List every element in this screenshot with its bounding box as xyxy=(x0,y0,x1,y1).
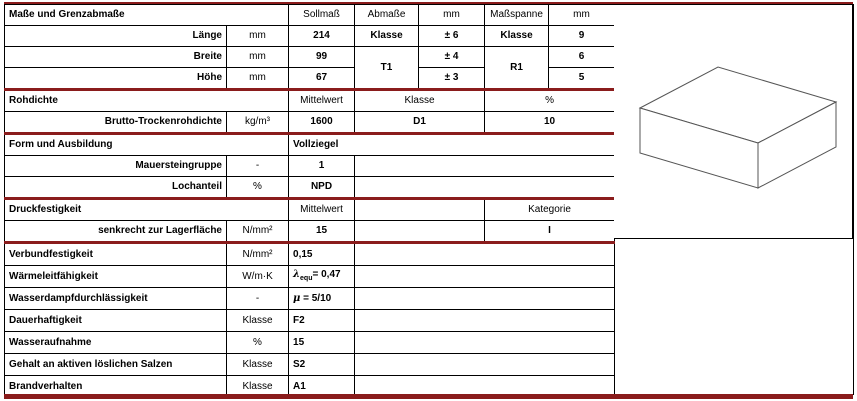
abm-laenge: ± 6 xyxy=(419,26,485,47)
form-title: Form und Ausbildung xyxy=(5,134,289,156)
row-laenge xyxy=(5,26,615,47)
mauersteingruppe-row xyxy=(5,156,615,177)
label-laenge: Länge xyxy=(5,26,227,47)
col-sollmass: Sollmaß xyxy=(289,5,355,26)
prop-unit: - xyxy=(227,288,289,310)
unit-breite: mm xyxy=(227,47,289,68)
druck-label: senkrecht zur Lagerfläche xyxy=(5,221,227,243)
label-breite: Breite xyxy=(5,47,227,68)
unit-hoehe: mm xyxy=(227,68,289,90)
rohdichte-row xyxy=(5,112,615,134)
abm-klasse-label: Klasse xyxy=(355,26,419,47)
empty-cell xyxy=(355,288,615,310)
brick-image-panel xyxy=(614,4,853,239)
rohdichte-col-mittelwert: Mittelwert xyxy=(289,90,355,112)
empty-cell xyxy=(355,177,615,199)
lambda-subscript: equ xyxy=(300,274,313,282)
brick-icon xyxy=(614,5,853,240)
druck-row xyxy=(5,221,615,243)
prop-value: A1 xyxy=(289,376,355,398)
prop-row-dauer xyxy=(5,310,615,332)
rohdichte-percent: 10 xyxy=(485,112,615,134)
prop-label: Wasserdampfdurchlässigkeit xyxy=(5,288,227,310)
prop-value-lambda xyxy=(289,266,355,288)
empty-cell xyxy=(355,243,615,266)
rohdichte-klasse: D1 xyxy=(355,112,485,134)
ms-hoehe: 5 xyxy=(549,68,615,90)
bottom-accent-bar xyxy=(4,394,853,399)
row-breite xyxy=(5,47,615,68)
abm-hoehe: ± 3 xyxy=(419,68,485,90)
unit-laenge: mm xyxy=(227,26,289,47)
ms-laenge: 9 xyxy=(549,26,615,47)
prop-value: 15 xyxy=(289,332,355,354)
mu-value: = 5/10 xyxy=(300,292,332,304)
lambda-symbol: λ xyxy=(293,268,301,280)
form-header-row xyxy=(5,134,615,156)
col-abmasse: Abmaße xyxy=(355,5,419,26)
col-unit-mm2: mm xyxy=(549,5,615,26)
lochanteil-unit: % xyxy=(227,177,289,199)
rohdichte-header-row xyxy=(5,90,615,112)
prop-value: F2 xyxy=(289,310,355,332)
empty-cell xyxy=(355,354,615,376)
prop-unit: Klasse xyxy=(227,354,289,376)
empty-cell xyxy=(355,199,485,221)
prop-label: Dauerhaftigkeit xyxy=(5,310,227,332)
empty-cell xyxy=(355,332,615,354)
dims-title: Maße und Grenzabmaße xyxy=(5,5,289,26)
ms-breite: 6 xyxy=(549,47,615,68)
rohdichte-title: Rohdichte xyxy=(5,90,289,112)
mauersteingruppe-label: Mauersteingruppe xyxy=(5,156,227,177)
druck-mittelwert: 15 xyxy=(289,221,355,243)
col-massspanne: Maßspanne xyxy=(485,5,549,26)
empty-cell xyxy=(355,156,615,177)
mauersteingruppe-value: 1 xyxy=(289,156,355,177)
prop-value: 0,15 xyxy=(289,243,355,266)
abm-class: T1 xyxy=(355,47,419,90)
mauersteingruppe-unit: - xyxy=(227,156,289,177)
prop-row-wasserdampf xyxy=(5,288,615,310)
mu-symbol: μ xyxy=(293,292,301,304)
ms-class: R1 xyxy=(485,47,549,90)
druck-header-row xyxy=(5,199,615,221)
prop-label: Wasseraufnahme xyxy=(5,332,227,354)
empty-cell xyxy=(355,221,485,243)
label-hoehe: Höhe xyxy=(5,68,227,90)
lochanteil-label: Lochanteil xyxy=(5,177,227,199)
dims-header-row xyxy=(5,5,615,26)
rohdichte-col-percent: % xyxy=(485,90,615,112)
prop-row-verbund xyxy=(5,243,615,266)
lochanteil-row xyxy=(5,177,615,199)
prop-unit: W/m·K xyxy=(227,266,289,288)
prop-row-salze xyxy=(5,354,615,376)
prop-unit: % xyxy=(227,332,289,354)
lochanteil-value: NPD xyxy=(289,177,355,199)
prop-row-wasseraufnahme xyxy=(5,332,615,354)
druck-col-kategorie: Kategorie xyxy=(485,199,615,221)
empty-cell xyxy=(355,266,615,288)
abm-breite: ± 4 xyxy=(419,47,485,68)
prop-label: Wärmeleitfähigkeit xyxy=(5,266,227,288)
col-unit-mm: mm xyxy=(419,5,485,26)
prop-row-waerme xyxy=(5,266,615,288)
prop-unit: N/mm² xyxy=(227,243,289,266)
prop-label: Verbundfestigkeit xyxy=(5,243,227,266)
prop-unit: Klasse xyxy=(227,310,289,332)
druck-title: Druckfestigkeit xyxy=(5,199,289,221)
prop-value-mu xyxy=(289,288,355,310)
rohdichte-mittelwert: 1600 xyxy=(289,112,355,134)
properties-table xyxy=(4,4,615,398)
form-value: Vollziegel xyxy=(289,134,615,156)
prop-unit: Klasse xyxy=(227,376,289,398)
druck-col-mittelwert: Mittelwert xyxy=(289,199,355,221)
prop-label: Gehalt an aktiven löslichen Salzen xyxy=(5,354,227,376)
value-hoehe: 67 xyxy=(289,68,355,90)
rohdichte-col-klasse: Klasse xyxy=(355,90,485,112)
prop-label: Brandverhalten xyxy=(5,376,227,398)
right-border xyxy=(853,4,854,395)
empty-cell xyxy=(355,310,615,332)
prop-value: S2 xyxy=(289,354,355,376)
ms-klasse-label: Klasse xyxy=(485,26,549,47)
rohdichte-unit: kg/m³ xyxy=(227,112,289,134)
druck-unit: N/mm² xyxy=(227,221,289,243)
lambda-value: = 0,47 xyxy=(312,268,341,280)
value-laenge: 214 xyxy=(289,26,355,47)
rohdichte-label: Brutto-Trockenrohdichte xyxy=(5,112,227,134)
value-breite: 99 xyxy=(289,47,355,68)
druck-kategorie: I xyxy=(485,221,615,243)
